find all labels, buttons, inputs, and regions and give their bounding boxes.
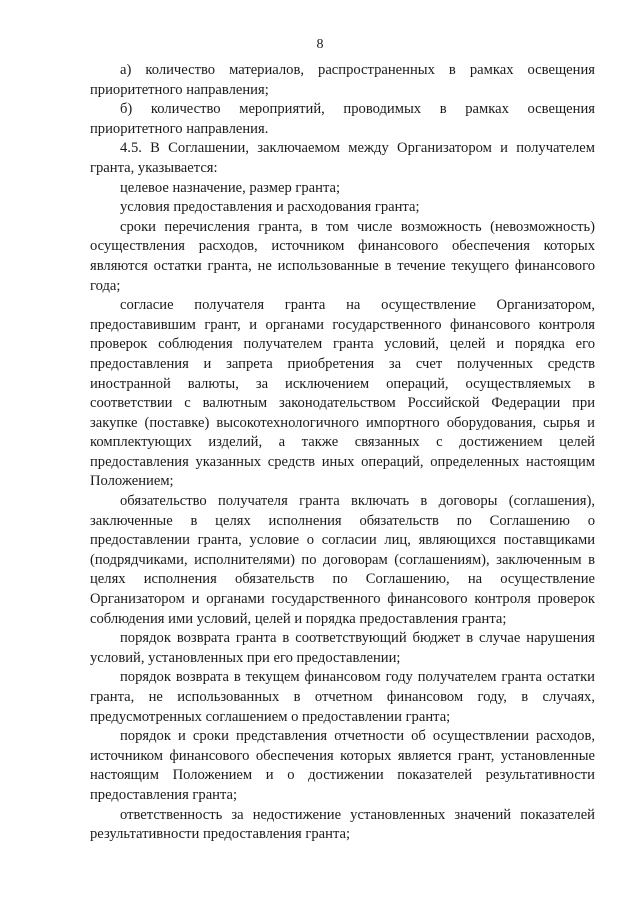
paragraph-section-4-5: 4.5. В Соглашении, заключаемом между Организатором и получателем гранта, указывается: — [90, 140, 595, 176]
paragraph-item-b: б) количество мероприятий, проводимых в рамках освещения приоритетного направления. — [90, 101, 595, 137]
paragraph-return-procedure: порядок возврата гранта в соответствующий бюджет в случае нарушения условий, установленных при его предоставлении; — [90, 630, 595, 666]
page-number: 8 — [316, 37, 324, 52]
paragraph-reporting: порядок и сроки представления отчетности об осуществлении расходов, источником финансового обеспечения которых является грант, установленные настоящим Положением и о достижении показателей результативности предоставления гранта; — [90, 728, 595, 803]
document-body — [90, 61, 595, 845]
paragraph-responsibility: ответственность за недостижение установленных значений показателей результативности предоставления гранта; — [90, 806, 595, 843]
paragraph-conditions: условия предоставления и расходования гранта; — [120, 199, 420, 216]
paragraph-item-a: а) количество материалов, распространенных в рамках освещения приоритетного направления; — [90, 62, 595, 98]
paragraph-return-remainder: порядок возврата в текущем финансовом году получателем гранта остатки гранта, не использованных в отчетном финансовом году, в случаях, предусмотренных соглашением о предоставлении гранта; — [90, 669, 595, 725]
paragraph-transfer-terms: сроки перечисления гранта, в том числе возможность (невозможность) осуществления расходов, источником финансового обеспечения которых являются остатки гранта, не использованные в течение текущего финансового года; — [90, 218, 595, 294]
paragraph-consent: согласие получателя гранта на осуществление Организатором, предоставившим грант, и органами государственного финансового контроля проверок соблюдения получателем гранта условий, целей и порядка его предоставления и запрета приобретения за счет полученных средств иностранной валюты, за исключением операций, осуществляемых в соответствии с валютным законодательством Российской Федерации при закупке (поставке) высокотехнологичного импортного оборудования, сырья и комплектующих изделий, а также связанных с достижением целей предоставления указанных средств иных операций, определенных настоящим Положением; — [90, 297, 595, 490]
paragraph-obligation: обязательство получателя гранта включать в договоры (соглашения), заключенные в целях исполнения обязательств по Соглашению о предоставлении гранта, условие о согласии лиц, являющихся поставщиками (подрядчиками, исполнителями) по договорам (соглашениям), заключенным в целях исполнения обязательств по Соглашению, на осуществление Организатором и органами государственного финансового контроля проверок соблюдения ими условий, целей и порядка предоставления гранта; — [90, 493, 595, 627]
paragraph-purpose: целевое назначение, размер гранта; — [120, 179, 341, 196]
